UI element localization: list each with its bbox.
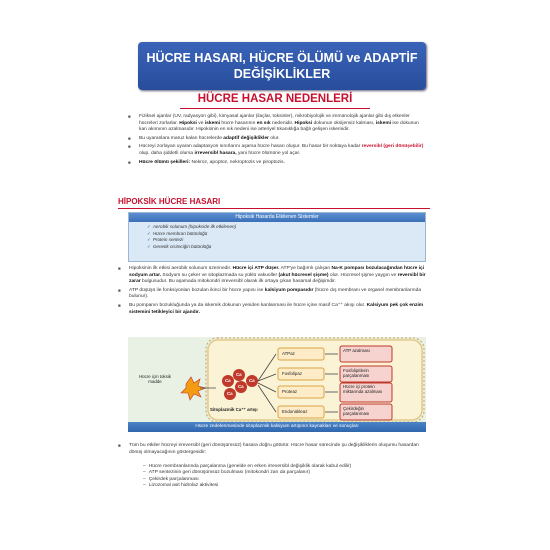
enzyme-label-atpase: ATPaz: [282, 351, 295, 356]
effect-label-atp: ATP azalması: [343, 348, 370, 353]
list-item: – Lizozomal asit hidrolaz aktivitesi: [143, 482, 219, 488]
check-icon: ✓: [147, 230, 151, 236]
affected-systems-box: [128, 212, 426, 262]
effect-label-phospholipid: Fosfolipitlerin parçalanması: [343, 368, 370, 378]
list-item: ✓ Aerobik solunum (hipokside ilk etkilenen): [147, 224, 237, 229]
effect-label-protein: Hücre içi protein miktarında azalması: [343, 384, 383, 394]
toxic-burst-icon: [181, 377, 206, 400]
check-icon: ✓: [147, 243, 151, 249]
calcium-ion-label: Ca: [238, 384, 244, 389]
calcium-diagram: [128, 337, 426, 422]
hypoxia-bullet-list: [118, 266, 430, 318]
calcium-ion-label: Ca: [227, 391, 233, 396]
section-heading-hypoxic: HİPOKSİK HÜCRE HASARI: [118, 197, 221, 206]
list-item: ■ Hipoksinin ilk etkisi aerobik solunum üzerinedir. Hücre içi ATP düşer. ATP'ye bağımlı çalışan Na-K pompası bozulacağından hücre içi sodyum artar. Sodyum su çeker ve sitoplazmada su yüklü vakuoller (akut hücresel şişme) olur. Hücresel şişme yaygın ve reversibl bir zarar bulgusudur. Bu aşamada mitokondri irreversibl olarak ilk ortaya çıkan hasarsal değişimdir.: [118, 266, 430, 286]
list-item: ✓ Hücre membran bütünlüğü: [147, 230, 208, 236]
list-item: ■ Hücreyi zorlayan uyaran adaptasyon sınırlarını aşarsa hücre hasarı oluşur. Bu hasar bir noktaya kadar reversibl (geri dönüşebilir) olup, daha şiddetli olursa irreversibl hasara, yani hücre ölümüne yol açar.: [128, 144, 428, 157]
affected-systems-list: [129, 222, 425, 250]
list-item: – Hücre membranlarında parçalanma (genelde en erken irreversibl değişiklik olarak kabul edilir): [143, 464, 352, 469]
enzyme-label-protease: Proteaz: [282, 389, 298, 394]
check-icon: ✓: [147, 224, 151, 229]
section-heading-causes: HÜCRE HASAR NEDENLERİ: [197, 93, 353, 105]
list-item: – ATP sentezinin geri dönüşümsüz bozulması (mitokondri zarı da parçalanır): [143, 470, 311, 476]
chapter-title-line1: HÜCRE HASARI, HÜCRE ÖLÜMÜ ve ADAPTİF: [146, 51, 418, 65]
heading-underline: [180, 108, 370, 109]
irreversible-sublist: [143, 464, 423, 489]
heading-underline: [118, 208, 430, 209]
list-item: ✓ Genetik cisimciğin bütünlüğü: [147, 243, 212, 249]
cytoplasmic-calcium-label: Sitoplazmik Ca⁺⁺ artışı: [210, 407, 258, 412]
list-item: ✓ Protein sentezi: [147, 237, 184, 242]
list-item: ■ Fiziksel ajanlar (UV, radyasyon gibi), kimyasal ajanlar (ilaçlar, toksinler), mikrobiyolojik ve immünolojik ajanlar gibi dış etkenler hücreleri zorlarlar. Hipoksi ve iskemi hücre hasarının en sık nedenidir. Hipoksi dokunun oksijensiz kalması, iskemi ise dokunun kan akımının azalmasıdır. Hipoksinin en sık nedeni ise arteriyel tıkanıklığa bağlı gelişen iskemidir.: [128, 114, 428, 134]
list-item: – Çekirdek parçalanması: [143, 476, 199, 482]
causes-bullet-list: [128, 114, 428, 168]
list-item: ■ Tüm bu etkiler hücreyi irreversibl (geri dönüşümsüz) hasara doğru götürür. Hücre hasar sürecinde şu değişikliklerin oluşumu hasardan dönüş olmayacağının göstergesidir:: [118, 443, 430, 456]
list-item: ■ ATP düşüşü ile fonksiyonları bozulan ikinci bir hücre yapısı ise kalsiyum pompasıdır (hücre dış membranı ve organel membranlarında bulunur).: [118, 288, 430, 301]
chapter-title-line2: DEĞİŞİKLİKLER: [233, 67, 331, 81]
infobox-title: Hipoksik Hasarda Etkilenen Sistemler: [129, 213, 425, 222]
calcium-ion-label: Ca: [236, 372, 242, 377]
check-icon: ✓: [147, 237, 151, 242]
list-item: ■ Bu uyaranlara maruz kalan hücrelerde adaptif değişiklikler olur.: [128, 136, 428, 143]
enzyme-label-phospholipase: Fosfolipaz: [282, 371, 303, 376]
figure-caption: Hücre zedelenmesinde sitoplazmik kalsiyum artışının kaynakları ve sonuçları: [128, 422, 426, 432]
chapter-title-box: [138, 42, 426, 90]
list-item: ■ Bu pompanın bozukluğunda ya da iskemik dokunun yeniden kanlanması ile hücre içine masif Ca⁺⁺ akışı olur. Kalsiyum pek çok enzim sistemini tetikleyici bir ajandır.: [118, 303, 430, 316]
effect-label-nucleus: Çekirdeğin parçalanması: [343, 406, 370, 416]
calcium-ion-label: Ca: [249, 378, 255, 383]
list-item: ■ Hücre ölümü şekilleri: Nekroz, apoptoz, nekroptozis ve piroptozis.: [128, 160, 428, 167]
enzyme-label-endonuclease: Endonükleaz: [282, 409, 308, 414]
toxic-agent-label: Hücre için toksik madde: [139, 374, 171, 384]
irreversible-bullet-list: [118, 443, 430, 458]
calcium-ion-label: Ca: [225, 378, 231, 383]
